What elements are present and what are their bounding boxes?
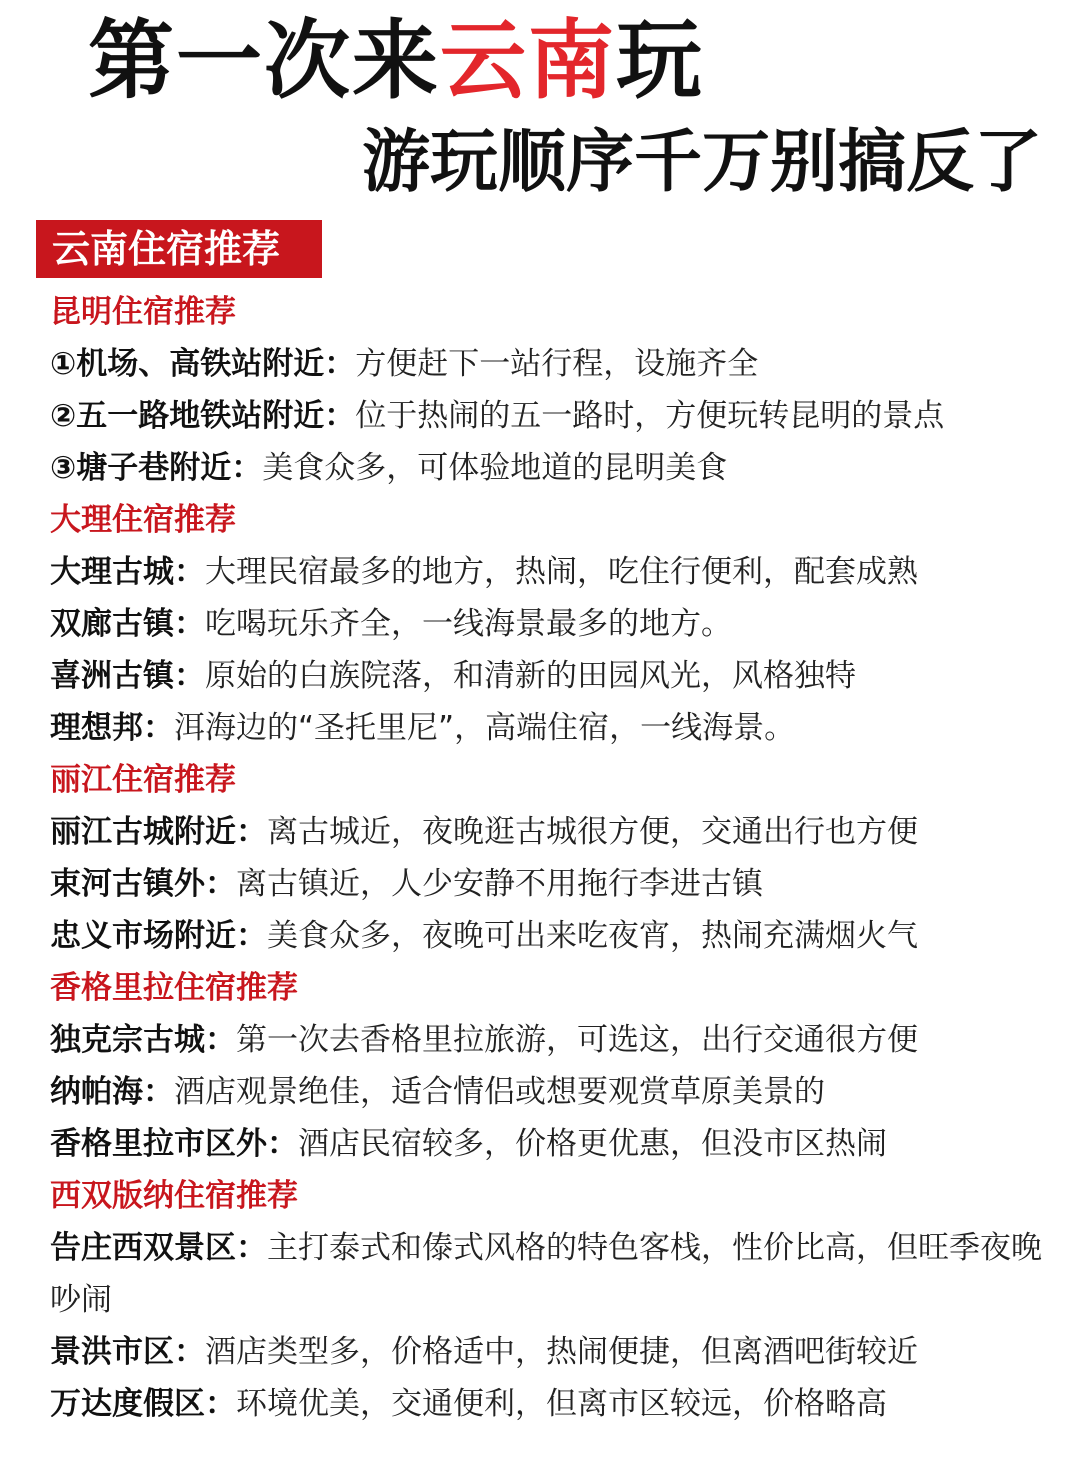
list-item — [50, 702, 1060, 754]
list-item — [50, 1118, 1060, 1170]
list-item — [50, 1222, 1050, 1326]
entry-desc: 原始的白族院落，和清新的田园风光，风格独特 — [205, 658, 856, 694]
entry-label: 景洪市区： — [50, 1334, 205, 1370]
city-heading-xishuangbanna: 西双版纳住宿推荐 — [50, 1178, 298, 1214]
entry-desc: 位于热闹的五一路时，方便玩转昆明的景点 — [355, 398, 945, 434]
entry-label: 理想邦： — [50, 710, 174, 746]
entry-label: 喜洲古镇： — [50, 658, 205, 694]
city-heading-kunming: 昆明住宿推荐 — [50, 294, 236, 330]
list-item — [50, 546, 1060, 598]
list-item — [50, 598, 1060, 650]
page-title — [88, 6, 704, 116]
entry-label: 大理古城： — [50, 554, 205, 590]
entry-desc: 大理民宿最多的地方，热闹，吃住行便利，配套成熟 — [205, 554, 918, 590]
list-item — [50, 1014, 1060, 1066]
entry-desc: 酒店民宿较多，价格更优惠，但没市区热闹 — [298, 1126, 887, 1162]
list-item — [50, 442, 1060, 494]
list-item — [50, 390, 1060, 442]
entry-desc: 洱海边的“圣托里尼”，高端住宿，一线海景。 — [174, 710, 796, 746]
title-suffix: 玩 — [616, 11, 704, 111]
list-item — [50, 338, 1060, 390]
entry-label: 告庄西双景区： — [50, 1230, 267, 1266]
city-heading-dali: 大理住宿推荐 — [50, 502, 236, 538]
list-item — [50, 910, 1060, 962]
list-item — [50, 806, 1060, 858]
entry-desc: 酒店观景绝佳，适合情侣或想要观赏草原美景的 — [174, 1074, 825, 1110]
entry-label: ②五一路地铁站附近： — [50, 398, 356, 434]
entry-label: 万达度假区： — [50, 1386, 236, 1422]
title-prefix: 第一次来 — [88, 11, 440, 111]
entry-label: 香格里拉市区外： — [50, 1126, 298, 1162]
entry-desc: 方便赶下一站行程，设施齐全 — [355, 346, 759, 382]
entry-desc: 环境优美，交通便利，但离市区较远，价格略高 — [236, 1386, 887, 1422]
entry-desc: 美食众多，可体验地道的昆明美食 — [262, 450, 728, 486]
entry-desc: 第一次去香格里拉旅游，可选这，出行交通很方便 — [236, 1022, 918, 1058]
entry-desc: 主打泰式和傣式风格的特色客栈，性价比高，但旺季夜晚吵闹 — [50, 1230, 1042, 1318]
entry-label: 丽江古城附近： — [50, 814, 267, 850]
page-subtitle: 游玩顺序千万别搞反了 — [362, 123, 1043, 202]
entry-desc: 美食众多，夜晚可出来吃夜宵，热闹充满烟火气 — [267, 918, 918, 954]
list-item — [50, 1326, 1060, 1378]
entry-label: 纳帕海： — [50, 1074, 174, 1110]
list-item — [50, 858, 1060, 910]
list-item — [50, 1378, 1060, 1430]
entry-label: 独克宗古城： — [50, 1022, 236, 1058]
list-item — [50, 650, 1060, 702]
section-banner: 云南住宿推荐 — [36, 220, 322, 278]
city-heading-shangrila: 香格里拉住宿推荐 — [50, 970, 298, 1006]
title-accent: 云南 — [440, 11, 616, 111]
entry-desc: 离古镇近，人少安静不用拖行李进古镇 — [236, 866, 763, 902]
list-item — [50, 1066, 1060, 1118]
city-heading-lijiang: 丽江住宿推荐 — [50, 762, 236, 798]
entry-label: 双廊古镇： — [50, 606, 205, 642]
entry-label: ③塘子巷附近： — [50, 450, 263, 486]
entry-label: 束河古镇外： — [50, 866, 236, 902]
entry-desc: 吃喝玩乐齐全，一线海景最多的地方。 — [205, 606, 732, 642]
entry-label: 忠义市场附近： — [50, 918, 267, 954]
content-body — [50, 286, 1060, 1430]
entry-desc: 离古城近，夜晚逛古城很方便，交通出行也方便 — [267, 814, 918, 850]
entry-desc: 酒店类型多，价格适中，热闹便捷，但离酒吧街较近 — [205, 1334, 918, 1370]
entry-label: ①机场、高铁站附近： — [50, 346, 356, 382]
